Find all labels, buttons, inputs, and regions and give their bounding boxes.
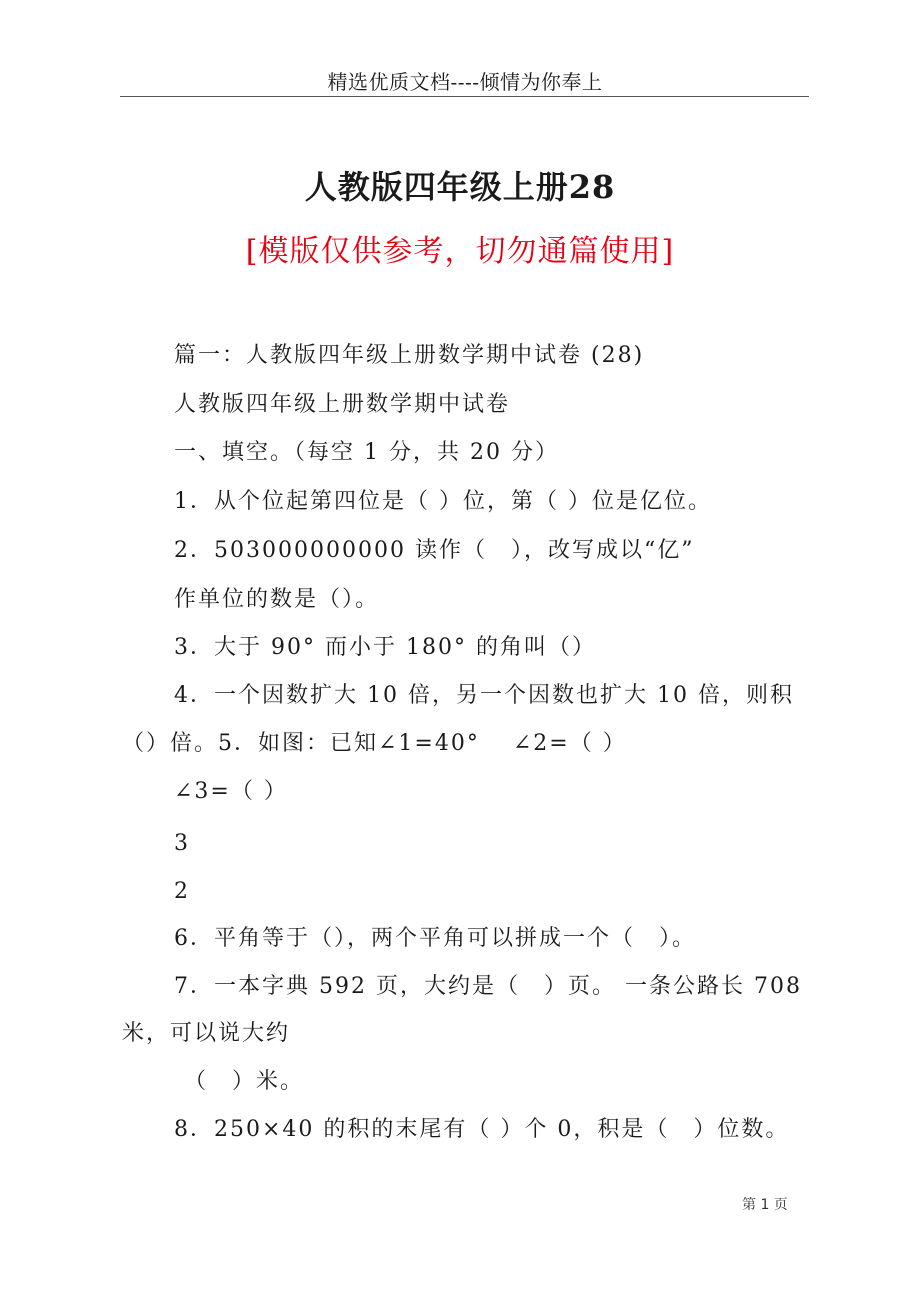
question-7-cont: 米，可以说大约 (122, 1021, 291, 1046)
figure-label-3: 3 (174, 831, 190, 856)
page-header: 精选优质文档----倾情为你奉上 (327, 70, 603, 94)
part-heading: 一、填空。（每空 1 分，共 20 分） (174, 440, 559, 465)
question-2-cont: 作单位的数是（）。 (174, 587, 380, 612)
section-heading: 篇一：人教版四年级上册数学期中试卷 (28) (174, 343, 645, 368)
question-1: 1．从个位起第四位是（ ）位，第（ ）位是亿位。 (174, 489, 712, 514)
question-5-angle3: ∠3=（ ） (174, 779, 288, 804)
document-title: 人教版四年级上册28 (304, 168, 616, 206)
figure-label-2: 2 (174, 879, 190, 904)
question-2: 2．503000000000 读作（ ），改写成以“亿” (174, 538, 695, 563)
question-4: 4．一个因数扩大 10 倍，另一个因数也扩大 10 倍，则积 (174, 683, 794, 708)
question-4-cont: （）倍。5．如图：已知∠1=40° ∠2=（ ） (122, 731, 627, 756)
question-8: 8．250×40 的积的末尾有（ ）个 0，积是（ ）位数。 (174, 1117, 790, 1142)
header-divider (120, 96, 809, 97)
exam-title: 人教版四年级上册数学期中试卷 (174, 392, 511, 417)
question-3: 3．大于 90° 而小于 180° 的角叫（） (174, 635, 596, 660)
document-subtitle: [模版仅供参考，切勿通篇使用] (245, 234, 675, 269)
question-7-cont-2: （ ）米。 (184, 1069, 305, 1094)
question-7: 7．一本字典 592 页，大约是（ ）页。 一条公路长 708 (174, 974, 802, 999)
page-number: 第 1 页 (742, 1197, 788, 1213)
question-6: 6．平角等于（），两个平角可以拼成一个（ ）。 (174, 926, 696, 951)
